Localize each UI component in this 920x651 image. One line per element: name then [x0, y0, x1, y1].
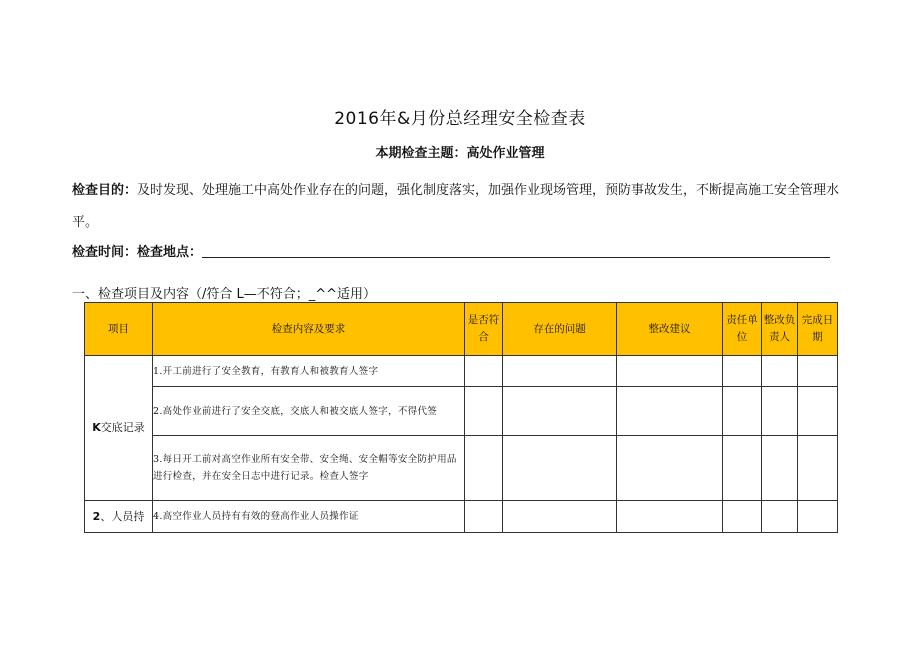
deadline-cell[interactable]: [798, 356, 838, 387]
header-comply: 是否符合: [465, 303, 503, 356]
section-heading: 一、检查项目及内容（/符合 L—不符合；_^^适用）: [72, 287, 377, 302]
owner-cell[interactable]: [762, 436, 798, 501]
time-location-blank[interactable]: [202, 243, 830, 258]
issues-cell[interactable]: [503, 387, 617, 436]
table-row: [85, 387, 838, 436]
issues-cell[interactable]: [503, 436, 617, 501]
suggestion-cell[interactable]: [617, 356, 723, 387]
suggestion-cell[interactable]: [617, 387, 723, 436]
category-personnel: [85, 501, 153, 533]
requirement-text: 1.开工前进行了安全教育，有教育人和被教育人签字: [153, 356, 465, 387]
deadline-cell[interactable]: [798, 501, 838, 533]
comply-cell[interactable]: [465, 501, 503, 533]
purpose-text: 及时发现、处理施工中高处作业存在的问题，强化制度落实，加强作业现场管理，预防事故发生，不断提高施工安全管理水平。: [72, 183, 840, 230]
header-content: 检查内容及要求: [153, 303, 465, 356]
header-unit: 责任单位: [723, 303, 762, 356]
inspection-table: [84, 302, 838, 533]
unit-cell[interactable]: [723, 501, 762, 533]
document-title: 2016年&月份总经理安全检查表: [334, 109, 586, 129]
category-briefing: [85, 356, 153, 501]
issues-cell[interactable]: [503, 501, 617, 533]
unit-cell[interactable]: [723, 387, 762, 436]
comply-cell[interactable]: [465, 356, 503, 387]
table-row: [85, 501, 838, 533]
suggestion-cell[interactable]: [617, 436, 723, 501]
time-location-label: 检查时间：检查地点：: [72, 245, 203, 260]
deadline-cell[interactable]: [798, 387, 838, 436]
suggestion-cell[interactable]: [617, 501, 723, 533]
table-row: [85, 436, 838, 501]
table-row: [85, 356, 838, 387]
header-issues: 存在的问题: [503, 303, 617, 356]
owner-cell[interactable]: [762, 501, 798, 533]
purpose-paragraph: [72, 175, 852, 239]
requirement-text: 2.高处作业前进行了安全交底，交底人和被交底人签字，不得代签: [153, 387, 465, 436]
issues-cell[interactable]: [503, 356, 617, 387]
category-number: 2: [92, 509, 101, 523]
purpose-label: 检查目的：: [72, 183, 138, 198]
inspection-theme: 本期检查主题：高处作业管理: [375, 146, 545, 161]
requirement-text: 4.高空作业人员持有有效的登高作业人员操作证: [153, 501, 465, 533]
table-header-row: [85, 303, 838, 356]
owner-cell[interactable]: [762, 356, 798, 387]
comply-cell[interactable]: [465, 436, 503, 501]
requirement-text: 3.每日开工前对高空作业所有安全带、安全绳、安全帽等安全防护用品进行检查，并在安全日志中进行记录。检查人签字: [153, 436, 465, 501]
header-deadline: 完成日期: [798, 303, 838, 356]
header-owner: 整改负责人: [762, 303, 798, 356]
unit-cell[interactable]: [723, 436, 762, 501]
owner-cell[interactable]: [762, 387, 798, 436]
category-label: 交底记录: [100, 421, 145, 434]
category-label: 、人员持: [100, 509, 145, 523]
category-number: K: [92, 421, 101, 434]
header-item: 项目: [85, 303, 153, 356]
deadline-cell[interactable]: [798, 436, 838, 501]
time-location-line: [72, 241, 832, 260]
unit-cell[interactable]: [723, 356, 762, 387]
header-suggestion: 整改建议: [617, 303, 723, 356]
comply-cell[interactable]: [465, 387, 503, 436]
